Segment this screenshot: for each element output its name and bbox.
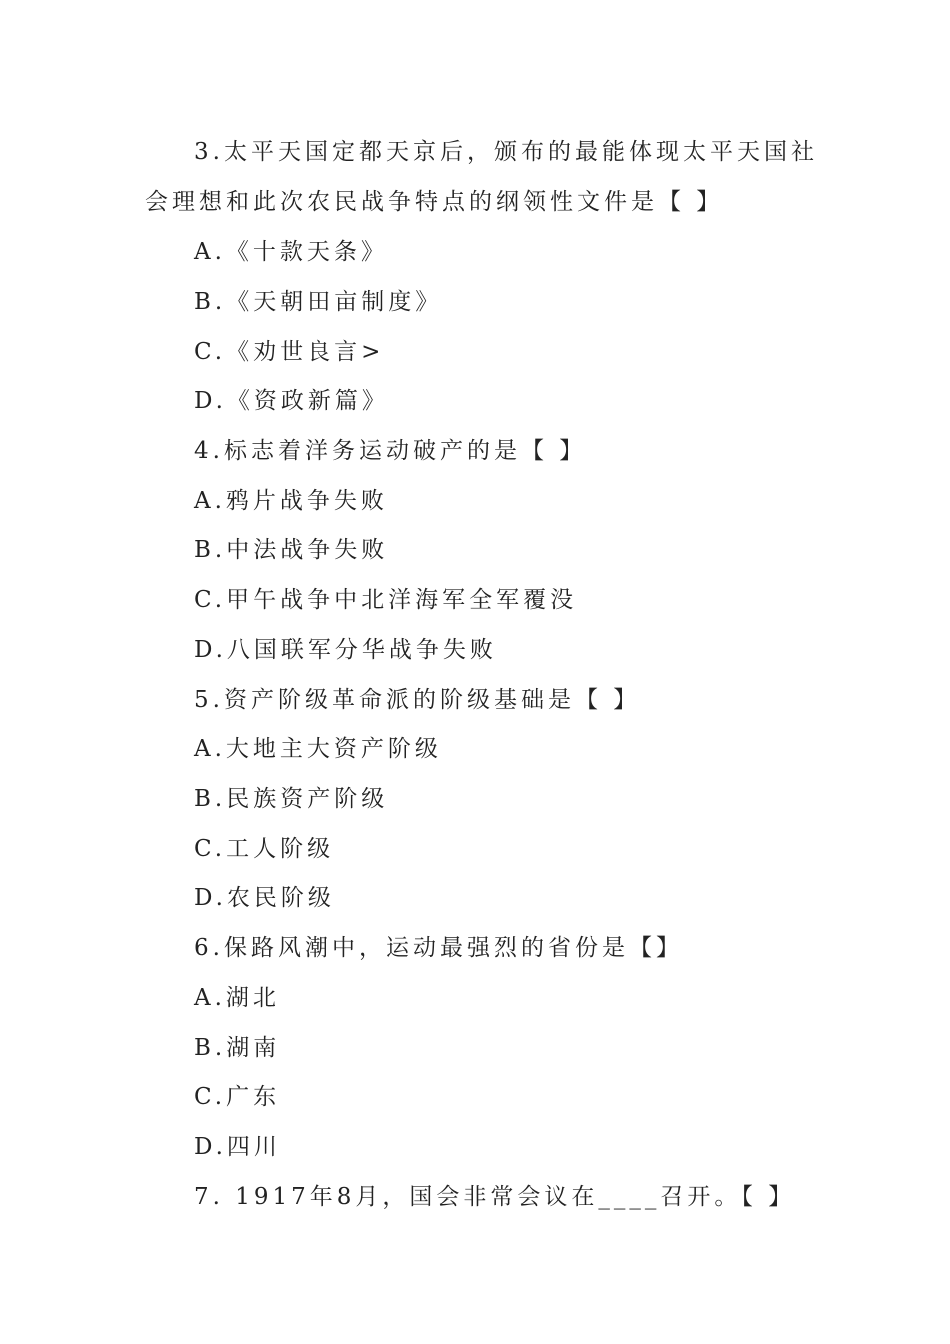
question-4-option-c: C.甲午战争中北洋海军全军覆没 (194, 587, 578, 613)
question-5-option-d: D.农民阶级 (194, 885, 335, 911)
question-6-option-b: B.湖南 (194, 1035, 281, 1061)
question-6-stem: 6.保路风潮中，运动最强烈的省份是【】 (194, 935, 683, 961)
question-4-stem: 4.标志着洋务运动破产的是【 】 (194, 438, 587, 464)
question-5-option-c: C.工人阶级 (194, 836, 335, 862)
question-3-option-b: B.《天朝田亩制度》 (194, 289, 443, 315)
question-7-stem: 7. 1917年8月，国会非常会议在____召开。【 】 (194, 1184, 796, 1210)
question-5-option-a: A.大地主大资产阶级 (194, 736, 442, 762)
question-3-option-c: C.《劝世良言> (194, 339, 385, 365)
question-4-option-a: A.鸦片战争失败 (194, 488, 388, 514)
question-6-option-a: A.湖北 (194, 985, 280, 1011)
question-3-stem-continued: 会理想和此次农民战争特点的纲领性文件是【 】 (145, 189, 724, 215)
question-3-option-d: D.《资政新篇》 (194, 388, 389, 414)
question-4-option-d: D.八国联军分华战争失败 (194, 637, 497, 663)
question-6-option-c: C.广东 (194, 1084, 281, 1110)
question-5-option-b: B.民族资产阶级 (194, 786, 389, 812)
question-4-option-b: B.中法战争失败 (194, 537, 389, 563)
question-5-stem: 5.资产阶级革命派的阶级基础是【 】 (194, 687, 641, 713)
question-3-stem: 3.太平天国定都天京后，颁布的最能体现太平天国社 (194, 139, 818, 165)
question-6-option-d: D.四川 (194, 1134, 281, 1160)
question-3-option-a: A.《十款天条》 (194, 239, 388, 265)
